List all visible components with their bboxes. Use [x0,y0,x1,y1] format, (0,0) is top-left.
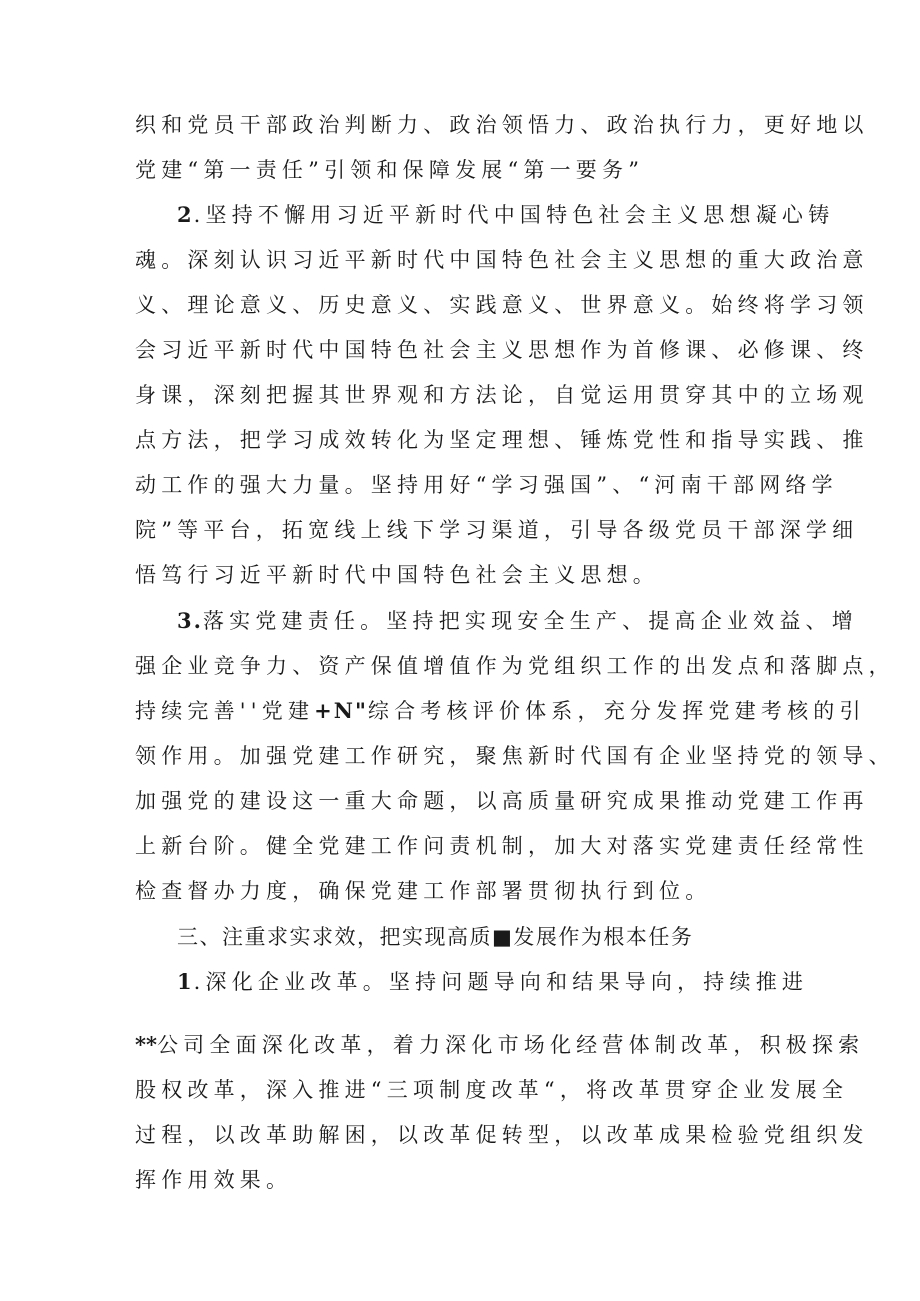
paragraph-line: 会习近平新时代中国特色社会主义思想作为首修课、必修课、终 [135,338,869,362]
paragraph-line: 党建“第一责任”引领和保障发展“第一要务” [135,158,645,182]
paragraph-line: 1.深化企业改革。坚持问题导向和结果导向，持续推进 [177,969,809,994]
paragraph-line: 强企业竞争力、资产保值增值作为党组织工作的出发点和落脚点， [135,654,895,678]
paragraph-line: 义、理论意义、历史意义、实践意义、世界意义。始终将学习领 [135,293,869,317]
item-number: 2 [177,202,194,227]
paragraph-line: 魂。深刻认识习近平新时代中国特色社会主义思想的重大政治意 [135,248,869,272]
paragraph-line: 检查督办力度，确保党建工作部署贯彻执行到位。 [135,879,712,903]
paragraph-line: 织和党员干部政治判断力、政治领悟力、政治执行力，更好地以 [135,113,869,137]
paragraph-line: **公司全面深化改革，着力深化市场化经营体制改革，积极探索 [135,1032,865,1057]
paragraph-line: 加强党的建设这一重大命题，以高质量研究成果推动党建工作再 [135,789,869,813]
paragraph-line: 悟笃行习近平新时代中国特色社会主义思想。 [135,563,659,587]
paragraph-line: 身课，深刻把握其世界观和方法论，自觉运用贯穿其中的立场观 [135,383,869,407]
paragraph-line: 3.落实党建责任。坚持把实现安全生产、提高企业效益、增 [177,608,858,633]
paragraph-line: 点方法，把学习成效转化为坚定理想、锤炼党性和指导实践、推 [135,428,869,452]
redacted-name: ** [135,1032,157,1057]
item-number: 1 [177,969,194,994]
item-number: 3 [177,608,194,633]
paragraph-line: 上新台阶。健全党建工作问责机制，加大对落实党建责任经常性 [135,834,869,858]
paragraph-line: 股权改革，深入推进“三项制度改革“，将改革贯穿企业发展全 [135,1078,849,1102]
paragraph-line: 挥作用效果。 [135,1168,293,1192]
paragraph-line: 领作用。加强党建工作研究，聚焦新时代国有企业坚持党的领导、 [135,744,895,768]
section-heading: 三、注重求实求效，把实现高质■发展作为根本任务 [177,925,694,949]
paragraph-line: 持续完善''党建+N"综合考核评价体系，充分发挥党建考核的引 [135,698,866,723]
paragraph-line: 过程，以改革助解困，以改革促转型，以改革成果检验党组织发 [135,1123,869,1147]
paragraph-line: 院”等平台，拓宽线上线下学习渠道，引导各级党员干部深学细 [135,518,859,542]
paragraph-line: 动工作的强大力量。坚持用好“学习强国”、“河南干部网络学 [135,473,838,497]
paragraph-line: 2.坚持不懈用习近平新时代中国特色社会主义思想凝心铸 [177,202,835,227]
